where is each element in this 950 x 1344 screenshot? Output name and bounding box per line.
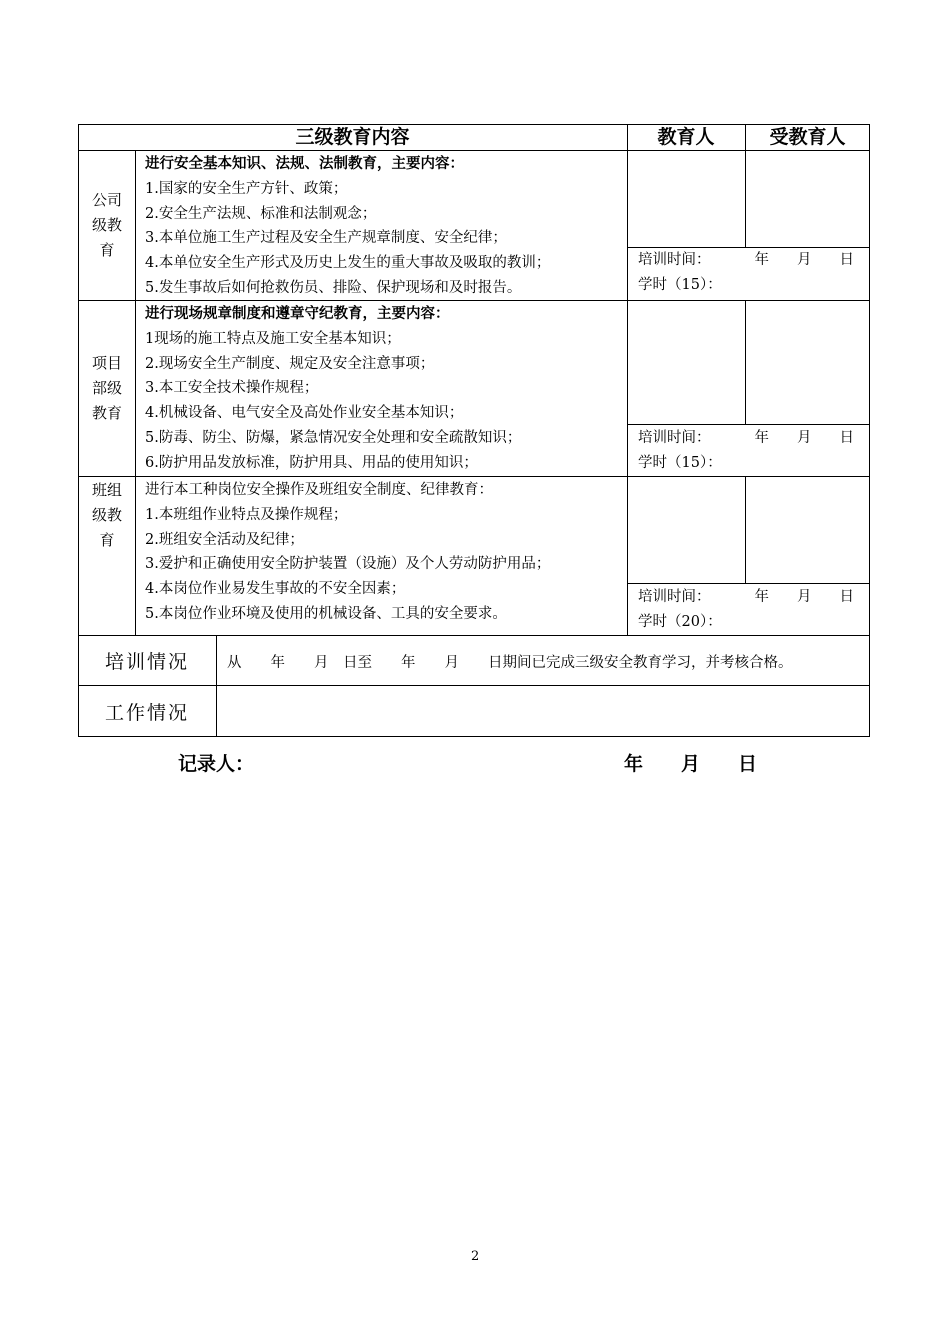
- header-educator: 教育人: [657, 126, 715, 148]
- level-content-project: 进行现场规章制度和遵章守纪教育，主要内容： 1现场的施工特点及施工安全基本知识； 2.现场安全生产制度、规定及安全注意事项； 3.本工安全技术操作规程； 4.机械设备、电气安全及高处作业安全基本知识； 5.防毒、防尘、防爆，紧急情况安全处理和安全疏散知识； 6.防护用品发放标准，防护用具、用品的使用知识；: [145, 305, 522, 471]
- level-label-team: 班组 级教 育: [91, 481, 122, 549]
- training-time-team: 培训时间： 年 月 日 学时（20）：: [638, 589, 854, 630]
- level-content-team: 进行本工种岗位安全操作及班组安全制度、纪律教育： 1.本班组作业特点及操作规程； 2.班组安全活动及纪律； 3.爱护和正确使用安全防护装置（设施）及个人劳动防护用品； 4.本岗位作业易发生事故的不安全因素； 5.本岗位作业环境及使用的机械设备、工具的安全要求。: [145, 482, 551, 622]
- footer-date: 年 月 日: [624, 753, 758, 775]
- recorder-label: 记录人：: [178, 753, 255, 775]
- training-time-project: 培训时间： 年 月 日 学时（15）：: [638, 430, 854, 471]
- header-content: 三级教育内容: [295, 126, 410, 148]
- work-status-label: 工作情况: [104, 702, 189, 724]
- level-label-company: 公司 级教 育: [91, 191, 122, 259]
- level-content-company: 进行安全基本知识、法规、法制教育，主要内容： 1.国家的安全生产方针、政策； 2.安全生产法规、标准和法制观念； 3.本单位施工生产过程及安全生产规章制度、安全纪律； 4.本单位安全生产形式及历史上发生的重大事故及吸取的教训； 5.发生事故后如何抢救伤员、排险、保护现场和及时报告。: [145, 155, 551, 296]
- page-number: 2: [471, 1249, 480, 1264]
- training-status-label: 培训情况: [104, 651, 189, 673]
- training-status-text: 从 年 月 日至 年 月 日期间已完成三级安全教育学习，并考核合格。: [227, 655, 793, 671]
- header-educatee: 受教育人: [769, 126, 846, 148]
- training-time-company: 培训时间： 年 月 日 学时（15）：: [638, 252, 854, 293]
- level-label-project: 项目 部级 教育: [91, 354, 122, 422]
